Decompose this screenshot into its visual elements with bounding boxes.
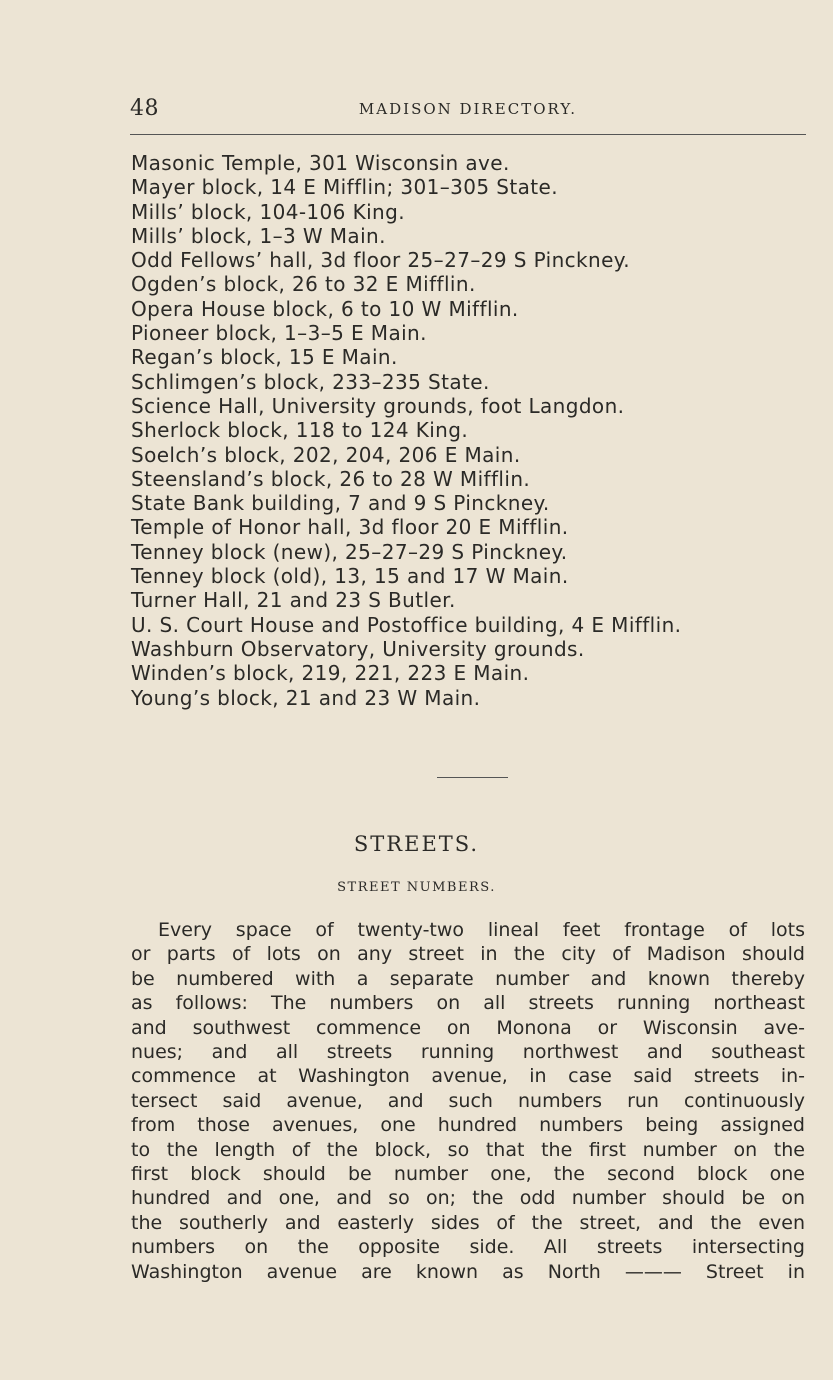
paragraph-line: and southwest commence on Monona or Wisconsin ave- bbox=[131, 1016, 805, 1039]
list-item: Soelch’s block, 202, 204, 206 E Main. bbox=[131, 442, 521, 467]
list-item: Winden’s block, 219, 221, 223 E Main. bbox=[131, 661, 530, 686]
header-rule bbox=[130, 134, 806, 135]
list-item: Pioneer block, 1–3–5 E Main. bbox=[131, 321, 427, 346]
list-item: Schlimgen’s block, 233–235 State. bbox=[131, 369, 490, 394]
list-item: Masonic Temple, 301 Wisconsin ave. bbox=[131, 151, 510, 175]
paragraph-line: be numbered with a separate number and known thereby bbox=[131, 967, 805, 990]
paragraph-line: commence at Washington avenue, in case said streets in- bbox=[131, 1065, 805, 1088]
section-title: STREETS. bbox=[353, 832, 480, 856]
list-item: Regan’s block, 15 E Main. bbox=[131, 345, 398, 370]
list-item: Washburn Observatory, University grounds. bbox=[131, 636, 585, 661]
paragraph-line: tersect said avenue, and such numbers run continuously bbox=[131, 1089, 805, 1112]
list-item: Odd Fellows’ hall, 3d floor 25–27–29 S Pinckney. bbox=[131, 248, 630, 273]
list-item: Mills’ block, 104-106 King. bbox=[131, 199, 405, 224]
list-item: Young’s block, 21 and 23 W Main. bbox=[131, 685, 481, 710]
section-divider bbox=[437, 777, 508, 778]
list-item: Tenney block (new), 25–27–29 S Pinckney. bbox=[131, 539, 568, 564]
page-header bbox=[130, 96, 806, 126]
page-number: 48 bbox=[130, 96, 159, 121]
list-item: U. S. Court House and Postoffice building, 4 E Mifflin. bbox=[131, 612, 682, 637]
paragraph-line: Every space of twenty-two lineal feet frontage of lots bbox=[158, 919, 805, 941]
list-item: Tenney block (old), 13, 15 and 17 W Main. bbox=[131, 564, 569, 589]
list-item: Opera House block, 6 to 10 W Mifflin. bbox=[131, 296, 519, 321]
list-item: State Bank building, 7 and 9 S Pinckney. bbox=[131, 491, 550, 516]
list-item: Mills’ block, 1–3 W Main. bbox=[131, 223, 386, 248]
body-paragraph bbox=[131, 918, 805, 1284]
list-item: Mayer block, 14 E Mifflin; 301–305 State. bbox=[131, 175, 558, 200]
section-subtitle: STREET NUMBERS. bbox=[337, 880, 496, 895]
list-item: Turner Hall, 21 and 23 S Butler. bbox=[131, 588, 456, 613]
paragraph-line: the southerly and easterly sides of the street, and the even bbox=[131, 1211, 805, 1234]
running-head: MADISON DIRECTORY. bbox=[358, 100, 578, 118]
paragraph-line: numbers on the opposite side. All streets intersecting bbox=[131, 1236, 805, 1259]
paragraph-line: from those avenues, one hundred numbers being assigned bbox=[131, 1114, 805, 1137]
paragraph-line: to the length of the block, so that the first number on the bbox=[131, 1138, 805, 1161]
paragraph-line: or parts of lots on any street in the city of Madison should bbox=[131, 943, 805, 966]
paragraph-line: hundred and one, and so on; the odd number should be on bbox=[131, 1187, 805, 1210]
building-list bbox=[131, 151, 811, 710]
list-item: Ogden’s block, 26 to 32 E Mifflin. bbox=[131, 272, 476, 297]
paragraph-line: nues; and all streets running northwest and southeast bbox=[131, 1041, 805, 1064]
list-item: Sherlock block, 118 to 124 King. bbox=[131, 418, 469, 443]
paragraph-line: Washington avenue are known as North ——— Street in bbox=[131, 1260, 805, 1283]
paragraph-line: first block should be number one, the second block one bbox=[131, 1163, 805, 1186]
list-item: Science Hall, University grounds, foot Langdon. bbox=[131, 393, 625, 418]
paragraph-line: as follows: The numbers on all streets running northeast bbox=[131, 992, 805, 1015]
list-item: Steensland’s block, 26 to 28 W Mifflin. bbox=[131, 466, 531, 491]
list-item: Temple of Honor hall, 3d floor 20 E Mifflin. bbox=[131, 515, 569, 540]
